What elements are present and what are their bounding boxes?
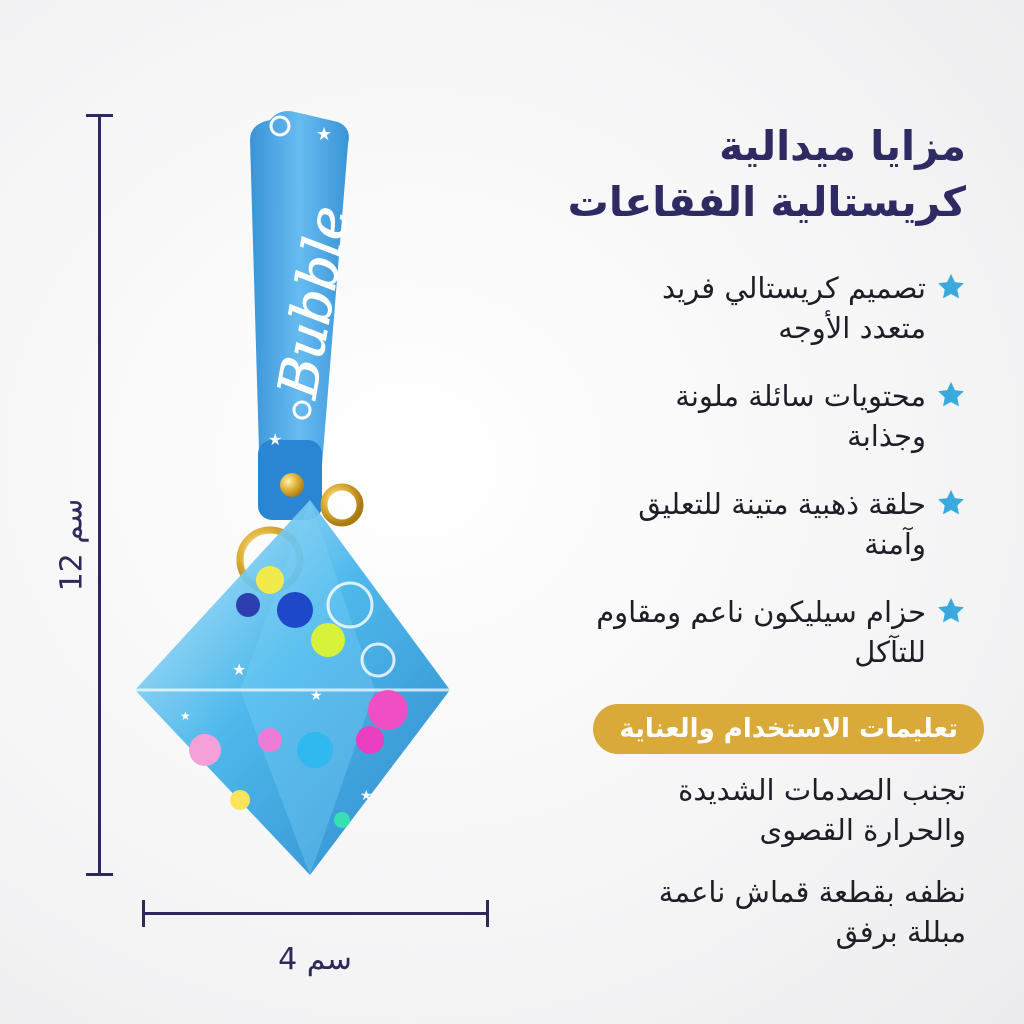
- ball: [189, 734, 221, 766]
- care-instruction-2: نظفه بقطعة قماش ناعمة مبللة برفق: [658, 875, 966, 949]
- feature-text: حزام سيليكون ناعم ومقاوم للتآكل: [596, 595, 926, 669]
- width-dimension-label: 4 سم: [278, 942, 352, 977]
- gold-bead: [280, 473, 304, 497]
- feature-text: تصميم كريستالي فريد متعدد الأوجه: [662, 271, 926, 345]
- height-dimension-line: [98, 115, 101, 875]
- ball: [258, 728, 282, 752]
- strap-star-2: ★: [268, 430, 283, 449]
- ball: [311, 623, 345, 657]
- feature-text: محتويات سائلة ملونة وجذابة: [675, 379, 926, 453]
- glitter-star: ★: [232, 660, 247, 679]
- glitter-star: ★: [360, 788, 373, 804]
- list-item: [546, 592, 966, 672]
- ball: [230, 790, 250, 810]
- care-instruction-1: تجنب الصدمات الشديدة والحرارة القصوى: [678, 773, 966, 847]
- glitter-star: ★: [180, 709, 191, 723]
- care-heading-badge: تعليمات الاستخدام والعناية: [593, 704, 984, 754]
- gold-ring-right: [324, 487, 360, 523]
- glitter-star: ★: [310, 688, 323, 704]
- features-list: [546, 268, 966, 700]
- star-icon: [936, 272, 966, 302]
- list-item: [546, 376, 966, 456]
- height-dimension-label: 12 سم: [54, 498, 90, 592]
- ball: [236, 593, 260, 617]
- strap-text: Bubble: [265, 201, 362, 403]
- strap-star-1: ★: [316, 124, 333, 145]
- width-dimension-cap-right: [486, 900, 489, 927]
- keychain-image: [120, 100, 500, 890]
- list-item: [546, 268, 966, 348]
- feature-text: حلقة ذهبية متينة للتعليق وآمنة: [638, 487, 926, 561]
- height-dimension-cap-top: [86, 114, 113, 117]
- ball: [368, 690, 408, 730]
- star-icon: [936, 488, 966, 518]
- ball: [356, 726, 384, 754]
- height-dimension-cap-bottom: [86, 873, 113, 876]
- list-item: [546, 484, 966, 564]
- ball: [277, 592, 313, 628]
- width-dimension-line: [143, 912, 488, 915]
- title-line-2: كريستالية الفقاعات: [567, 178, 966, 226]
- title-line-1: مزايا ميدالية: [719, 122, 966, 170]
- ball: [256, 566, 284, 594]
- star-icon: [936, 380, 966, 410]
- page-title: [546, 118, 966, 230]
- width-dimension-cap-left: [142, 900, 145, 927]
- ball: [334, 812, 350, 828]
- star-icon: [936, 596, 966, 626]
- ball: [297, 732, 333, 768]
